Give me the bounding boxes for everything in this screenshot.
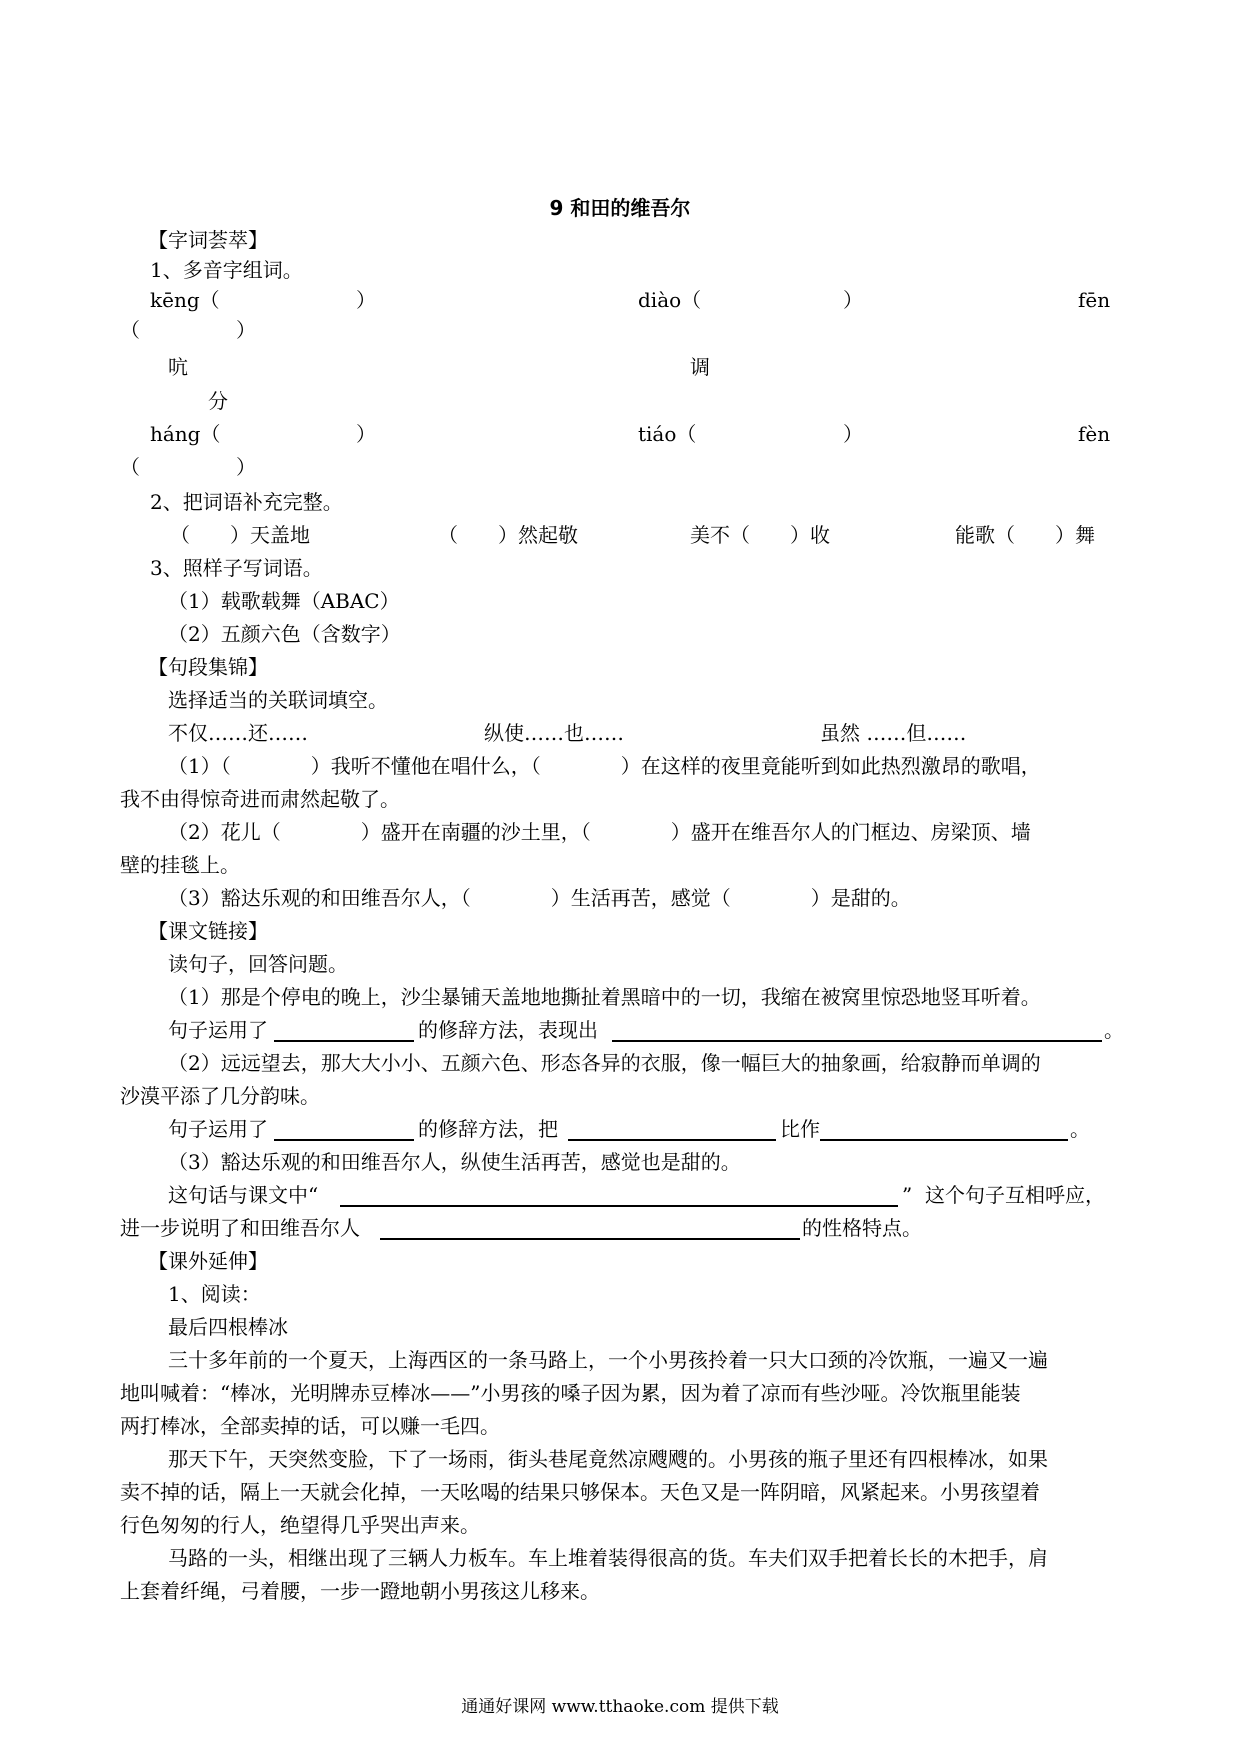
pinyin-keng: kēng（ bbox=[150, 288, 220, 312]
story-paragraph-1-cont: 两打棒冰，全部卖掉的话，可以赚一毛四。 bbox=[120, 1414, 500, 1438]
answer-2-b: 的修辞方法，把 bbox=[418, 1117, 558, 1141]
paren-open: （ bbox=[120, 318, 140, 342]
page-title: 9 和田的维吾尔 bbox=[549, 196, 691, 220]
fill-3: （3）豁达乐观的和田维吾尔人，（ ）生活再苦，感觉（ ）是甜的。 bbox=[168, 886, 911, 910]
answer-3-a: 这句话与课文中“ bbox=[168, 1183, 319, 1207]
paren-close: ） bbox=[843, 422, 863, 446]
section-header-text: 【课文链接】 bbox=[148, 919, 268, 943]
idiom-1: （ ）天盖地 bbox=[170, 523, 310, 547]
story-paragraph-3-cont: 上套着纤绳，弓着腰，一步一蹬地朝小男孩这儿移来。 bbox=[120, 1579, 600, 1603]
section-header-sentences: 【句段集锦】 bbox=[148, 655, 268, 679]
pinyin-diao: diào（ bbox=[638, 288, 702, 312]
paren-close: ） bbox=[356, 422, 376, 446]
answer-blank[interactable] bbox=[274, 1139, 414, 1141]
story-paragraph-2-cont: 行色匆匆的行人，绝望得几乎哭出声来。 bbox=[120, 1513, 480, 1537]
answer-blank[interactable] bbox=[340, 1205, 898, 1207]
char-diao: 调 bbox=[690, 355, 710, 379]
pinyin-tiao: tiáo（ bbox=[638, 422, 697, 446]
story-paragraph-1-cont: 地叫喊着：“棒冰，光明牌赤豆棒冰——”小男孩的嗓子因为累，因为着了凉而有些沙哑。冷饮瓶里能装 bbox=[120, 1381, 1021, 1405]
reading-3: （3）豁达乐观的和田维吾尔人，纵使生活再苦，感觉也是甜的。 bbox=[168, 1150, 741, 1174]
paren-close: ） bbox=[236, 455, 256, 479]
question-2: 2、把词语补充完整。 bbox=[150, 490, 343, 514]
reading-1: （1）那是个停电的晚上，沙尘暴铺天盖地地撕扯着黑暗中的一切，我缩在被窝里惊恐地竖耳听着。 bbox=[168, 985, 1041, 1009]
answer-3-d: 的性格特点。 bbox=[802, 1216, 922, 1240]
page-footer: 通通好课网 www.tthaoke.com 提供下载 bbox=[461, 1697, 779, 1717]
fill-2: （2）花儿（ ）盛开在南疆的沙土里，（ ）盛开在维吾尔人的门框边、房梁顶、墙 bbox=[168, 820, 1031, 844]
question-3a: （1）载歌载舞（ABAC） bbox=[168, 589, 400, 613]
answer-3-b: ” 这个句子互相呼应， bbox=[902, 1183, 1105, 1207]
answer-2-c: 比作 bbox=[780, 1117, 820, 1141]
conjunction-1: 不仅……还…… bbox=[168, 721, 308, 745]
question-reading: 1、阅读： bbox=[168, 1282, 261, 1306]
paren-close: ） bbox=[356, 288, 376, 312]
answer-1-a: 句子运用了 bbox=[168, 1018, 268, 1042]
instruction: 选择适当的关联词填空。 bbox=[168, 688, 388, 712]
conjunction-2: 纵使……也…… bbox=[484, 721, 624, 745]
answer-3-c: 进一步说明了和田维吾尔人 bbox=[120, 1216, 360, 1240]
pinyin-fen1: fēn bbox=[1078, 288, 1111, 312]
answer-blank[interactable] bbox=[380, 1238, 800, 1240]
pinyin-hang: háng（ bbox=[150, 422, 221, 446]
story-title: 最后四根棒冰 bbox=[168, 1315, 288, 1339]
section-header-vocab: 【字词荟萃】 bbox=[148, 228, 268, 252]
fill-1: （1）（ ）我听不懂他在唱什么，（ ）在这样的夜里竟能听到如此热烈激昂的歌唱， bbox=[168, 754, 1041, 778]
paren-close: ） bbox=[843, 288, 863, 312]
reading-2-cont: 沙漠平添了几分韵味。 bbox=[120, 1084, 320, 1108]
paren-close: ） bbox=[236, 318, 256, 342]
question-1: 1、多音字组词。 bbox=[150, 258, 303, 282]
pinyin-fen4: fèn bbox=[1078, 422, 1111, 446]
answer-2-d: 。 bbox=[1070, 1117, 1090, 1141]
paren-open: （ bbox=[120, 455, 140, 479]
answer-1-c: 。 bbox=[1104, 1018, 1124, 1042]
instruction: 读句子，回答问题。 bbox=[168, 952, 348, 976]
reading-2: （2）远远望去，那大大小小、五颜六色、形态各异的衣服，像一幅巨大的抽象画，给寂静而单调的 bbox=[168, 1051, 1041, 1075]
story-paragraph-3: 马路的一头，相继出现了三辆人力板车。车上堆着装得很高的货。车夫们双手把着长长的木把手，肩 bbox=[168, 1546, 1048, 1570]
fill-2-cont: 壁的挂毯上。 bbox=[120, 853, 240, 877]
idiom-4: 能歌（ ）舞 bbox=[955, 523, 1095, 547]
story-paragraph-2-cont: 卖不掉的话，隔上一天就会化掉，一天吆喝的结果只够保本。天色又是一阵阴暗，风紧起来。小男孩望着 bbox=[120, 1480, 1040, 1504]
char-hang: 吭 bbox=[168, 355, 188, 379]
conjunction-3: 虽然 ……但…… bbox=[820, 721, 967, 745]
question-3b: （2）五颜六色（含数字） bbox=[168, 622, 401, 646]
answer-2-a: 句子运用了 bbox=[168, 1117, 268, 1141]
section-header-extension: 【课外延伸】 bbox=[148, 1249, 268, 1273]
answer-blank[interactable] bbox=[612, 1040, 1102, 1042]
fill-1-cont: 我不由得惊奇进而肃然起敬了。 bbox=[120, 787, 400, 811]
story-paragraph-2: 那天下午，天突然变脸，下了一场雨，街头巷尾竟然凉飕飕的。小男孩的瓶子里还有四根棒冰，如果 bbox=[168, 1447, 1048, 1471]
char-fen: 分 bbox=[208, 389, 228, 413]
answer-blank[interactable] bbox=[274, 1040, 414, 1042]
answer-blank[interactable] bbox=[568, 1139, 776, 1141]
answer-1-b: 的修辞方法，表现出 bbox=[418, 1018, 598, 1042]
story-paragraph-1: 三十多年前的一个夏天，上海西区的一条马路上，一个小男孩拎着一只大口颈的冷饮瓶，一遍又一遍 bbox=[168, 1348, 1048, 1372]
idiom-3: 美不（ ）收 bbox=[690, 523, 830, 547]
idiom-2: （ ）然起敬 bbox=[438, 523, 578, 547]
answer-blank[interactable] bbox=[820, 1139, 1068, 1141]
question-3: 3、照样子写词语。 bbox=[150, 556, 323, 580]
